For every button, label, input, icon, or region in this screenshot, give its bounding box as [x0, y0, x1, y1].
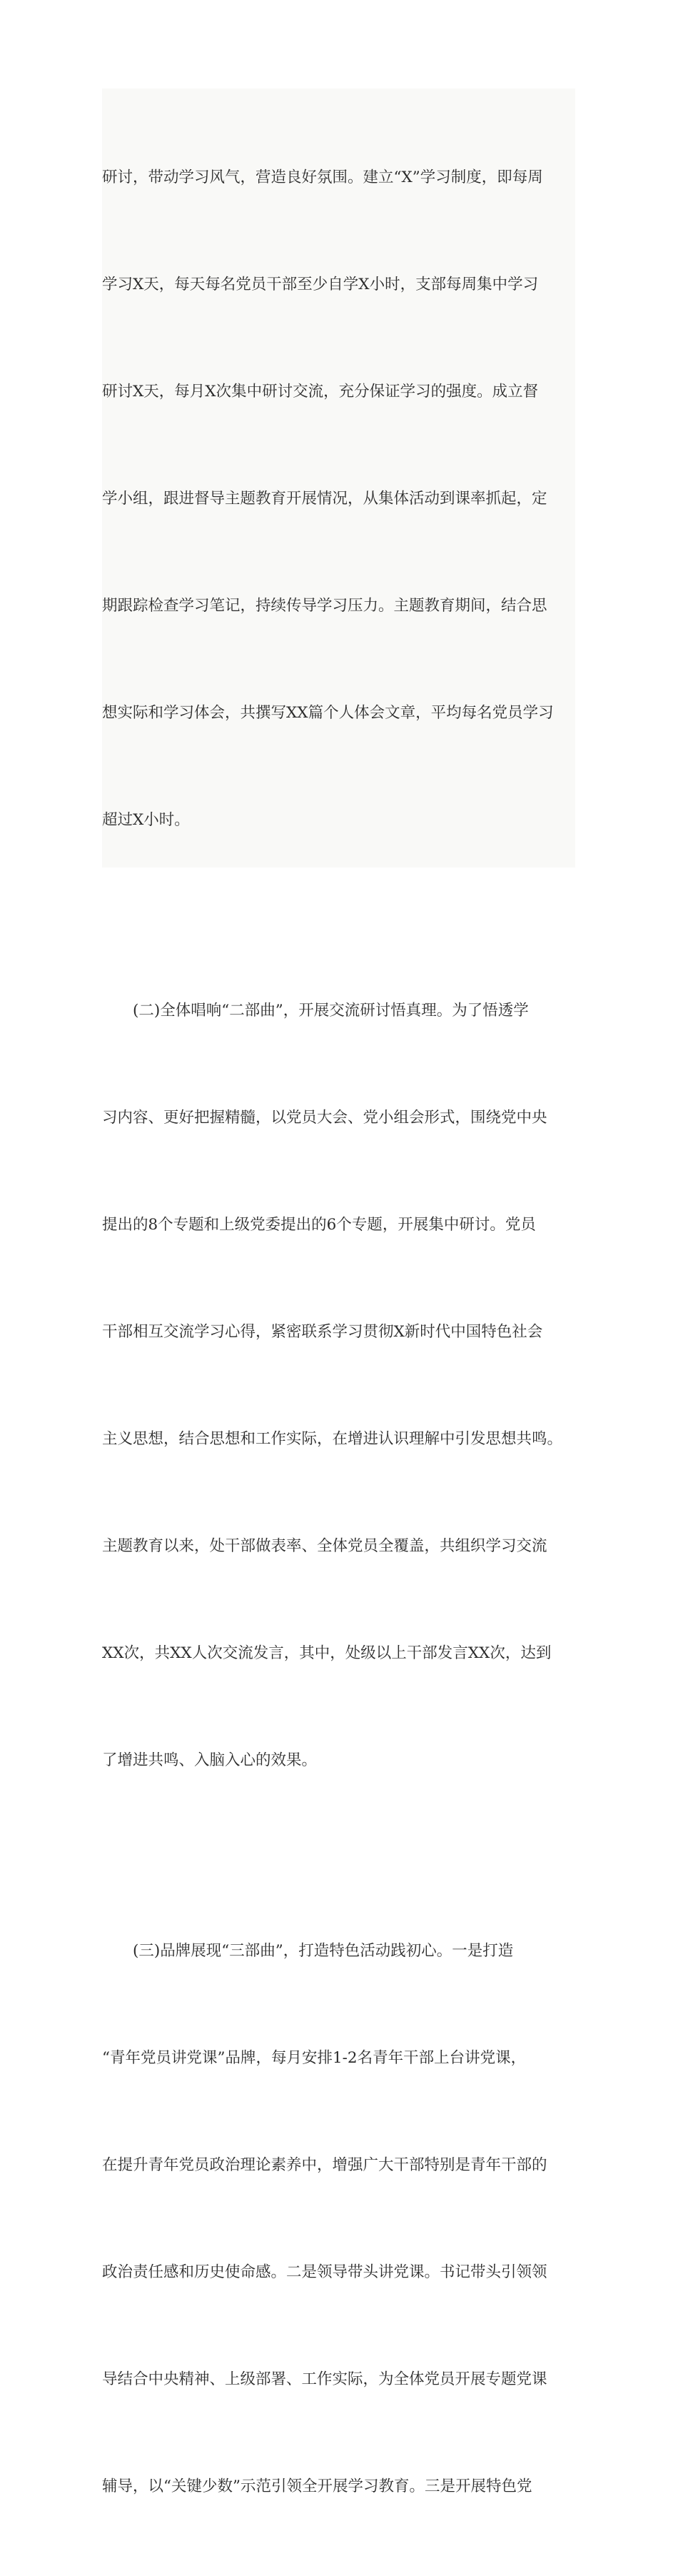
text-line: “青年党员讲党课”品牌，每月安排1-2名青年干部上台讲党课， [102, 2049, 527, 2067]
document-body [102, 89, 575, 2495]
paragraph-section-three [102, 1862, 575, 2576]
text-line: 政治责任感和历史使命感。二是领导带头讲党课。书记带头引领领 [102, 2263, 547, 2281]
paragraph-gap [102, 910, 575, 922]
text-line: XX次，共XX人次交流发言，其中，处级以上干部发言XX次，达到 [102, 1644, 552, 1662]
text-line: 超过X小时。 [102, 811, 190, 829]
text-line: 研讨X天，每月X次集中研讨交流，充分保证学习的强度。成立督 [102, 383, 539, 401]
text-line: 习内容、更好把握精髓，以党员大会、党小组会形式，围绕党中央 [102, 1109, 547, 1127]
text-line: 在提升青年党员政治理论素养中，增强广大干部特别是青年干部的 [102, 2156, 547, 2174]
text-line: 研讨，带动学习风气，营造良好氛围。建立“X”学习制度，即每周 [102, 168, 543, 186]
text-line: 期跟踪检查学习笔记，持续传导学习压力。主题教育期间，结合思 [102, 597, 547, 615]
paragraph-gap [102, 1850, 575, 1862]
text-line: 导结合中央精神、上级部署、工作实际，为全体党员开展专题党课 [102, 2370, 547, 2388]
text-line: 学小组，跟进督导主题教育开展情况，从集体活动到课率抓起，定 [102, 490, 547, 508]
text-line: 干部相互交流学习心得，紧密联系学习贯彻X新时代中国特色社会 [102, 1323, 543, 1341]
text-line: 了增进共鸣、入脑入心的效果。 [102, 1751, 318, 1769]
text-line: 主题教育以来，处干部做表率、全体党员全覆盖，共组织学习交流 [102, 1537, 547, 1555]
text-line: (二)全体唱响“二部曲”，开展交流研讨悟真理。为了悟透学 [133, 1002, 529, 1020]
paragraph-section-two [102, 922, 575, 1850]
text-line: 想实际和学习体会，共撰写XX篇个人体会文章，平均每名党员学习 [102, 704, 554, 722]
text-line: (三)品牌展现“三部曲”，打造特色活动践初心。一是打造 [133, 1942, 514, 1960]
text-line: 学习X天，每天每名党员干部至少自学X小时，支部每周集中学习 [102, 276, 539, 293]
text-line: 辅导，以“关键少数”示范引领全开展学习教育。三是开展特色党 [102, 2477, 532, 2495]
text-line: 主义思想，结合思想和工作实际，在增进认识理解中引发思想共鸣。 [102, 1430, 563, 1448]
text-line: 提出的8个专题和上级党委提出的6个专题，开展集中研讨。党员 [102, 1216, 536, 1234]
paragraph-study-system [102, 89, 575, 910]
